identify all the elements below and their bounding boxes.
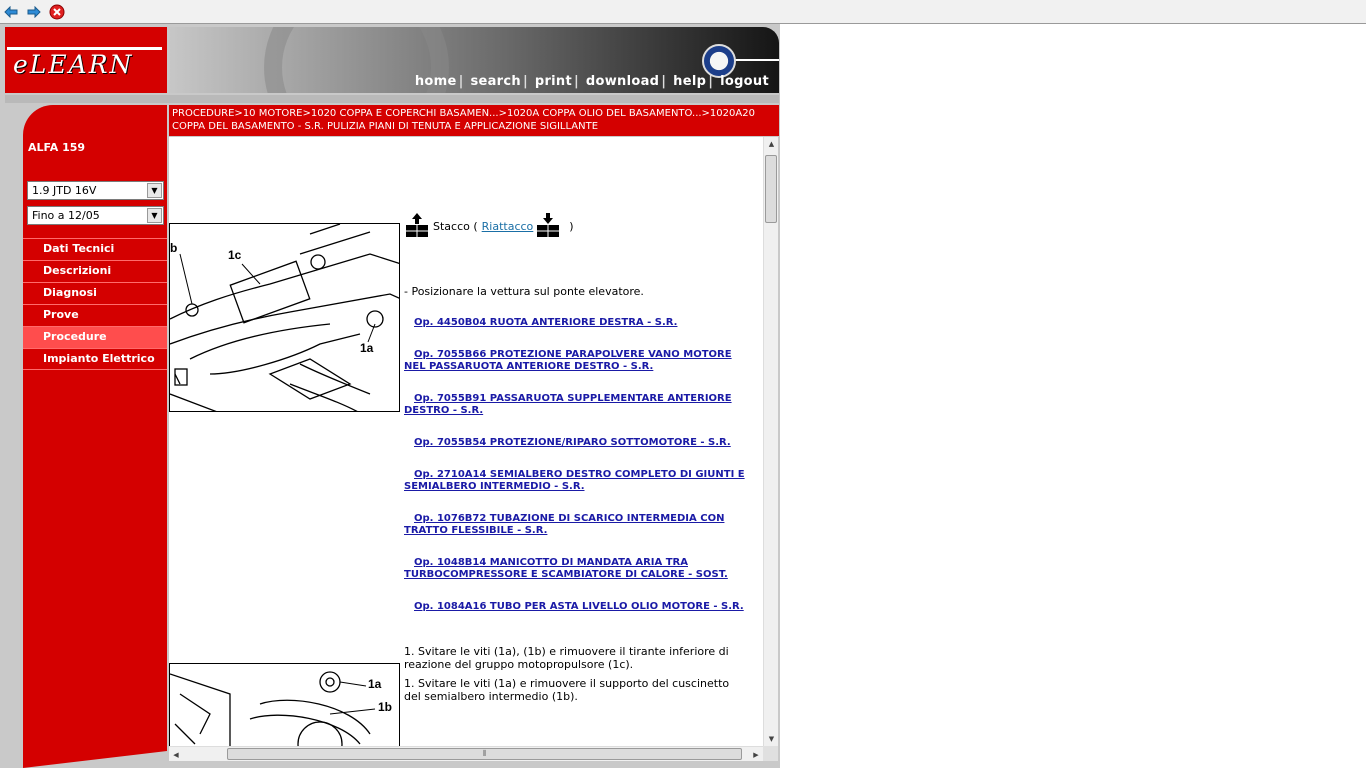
sidebar-item-dati-tecnici[interactable]: Dati Tecnici bbox=[23, 238, 167, 260]
top-nav bbox=[415, 74, 769, 89]
diagram2-label-1b: 1b bbox=[378, 700, 393, 714]
vertical-scrollbar[interactable] bbox=[763, 137, 778, 746]
horizontal-scroll-thumb[interactable]: ⦀ bbox=[227, 748, 742, 760]
scroll-down-icon[interactable]: ▼ bbox=[768, 735, 775, 743]
date-select[interactable] bbox=[27, 206, 164, 225]
engine-select[interactable] bbox=[27, 181, 164, 200]
left-margin-strip bbox=[5, 105, 21, 768]
nav-download[interactable]: download bbox=[585, 74, 660, 89]
sidebar-item-procedure[interactable]: Procedure bbox=[23, 326, 167, 348]
sidebar-menu bbox=[23, 238, 167, 370]
nav-print[interactable]: print bbox=[534, 74, 572, 89]
nav-logout[interactable]: logout bbox=[720, 74, 769, 89]
stop-icon[interactable] bbox=[49, 4, 65, 20]
browser-toolbar bbox=[0, 0, 1366, 24]
sidebar-item-descrizioni[interactable]: Descrizioni bbox=[23, 260, 167, 282]
breadcrumb: PROCEDURE>10 MOTORE>1020 COPPA E COPERCHI BASAMEN...>1020A COPPA OLIO DEL BASAMENTO...>1020A20 COPPA DEL BASAMENTO - S.R. PULIZIA PIANI DI TENUTA E APPLICAZIONE SIGILLANTE bbox=[169, 105, 779, 136]
stacco-label: Stacco ( bbox=[433, 219, 478, 233]
nav-sep: | bbox=[458, 74, 464, 89]
sidebar-top-curve bbox=[23, 105, 167, 136]
elearn-logo[interactable] bbox=[5, 27, 167, 93]
nav-sep: | bbox=[522, 74, 529, 89]
forward-arrow-icon[interactable] bbox=[26, 4, 42, 20]
sidebar-bottom-wedge bbox=[23, 748, 167, 768]
riattacco-link[interactable]: Riattacco bbox=[481, 219, 534, 233]
procedure-content bbox=[169, 137, 763, 746]
nav-sep: | bbox=[708, 74, 714, 89]
diagram1-label-1c: 1c bbox=[228, 248, 242, 262]
scroll-corner bbox=[763, 746, 778, 761]
back-arrow-icon[interactable] bbox=[3, 4, 19, 20]
horizontal-scrollbar[interactable] bbox=[169, 746, 763, 761]
header-banner bbox=[169, 27, 779, 93]
procedure-diagram-1 bbox=[169, 223, 400, 412]
op-link-1076b72[interactable]: Op. 1076B72 TUBAZIONE DI SCARICO INTERMEDIA CON TRATTO FLESSIBILE - S.R. bbox=[404, 513, 725, 536]
logo-text: eLEARN bbox=[13, 50, 134, 79]
op-link-1084a16[interactable]: Op. 1084A16 TUBO PER ASTA LIVELLO OLIO MOTORE - S.R. bbox=[414, 601, 744, 612]
nav-help[interactable]: help bbox=[673, 74, 707, 89]
op-link-2710a14[interactable]: Op. 2710A14 SEMIALBERO DESTRO COMPLETO DI GIUNTI E SEMIALBERO INTERMEDIO - S.R. bbox=[404, 469, 745, 492]
sidebar-item-impianto-elettrico[interactable]: Impianto Elettrico bbox=[23, 348, 167, 370]
scroll-left-icon[interactable]: ◀ bbox=[173, 750, 179, 759]
procedure-diagram-2 bbox=[169, 663, 400, 746]
date-select-value: Fino a 12/05 bbox=[32, 209, 100, 222]
diagram2-label-1a: 1a bbox=[368, 677, 382, 691]
stacco-row bbox=[404, 213, 574, 239]
riattacco-icon bbox=[535, 213, 561, 239]
sidebar bbox=[23, 105, 167, 768]
scroll-right-icon[interactable]: ▶ bbox=[753, 750, 759, 759]
stacco-icon bbox=[404, 213, 430, 239]
diagram1-label-1a: 1a bbox=[360, 341, 374, 355]
scroll-up-icon[interactable]: ▲ bbox=[768, 140, 775, 148]
op-link-7055b54[interactable]: Op. 7055B54 PROTEZIONE/RIPARO SOTTOMOTORE - S.R. bbox=[414, 437, 731, 448]
header-divider bbox=[5, 95, 779, 103]
car-model-title: ALFA 159 bbox=[28, 141, 86, 154]
nav-search[interactable]: search bbox=[470, 74, 521, 89]
nav-sep: | bbox=[574, 74, 580, 89]
diagram1-label-b: b bbox=[170, 241, 178, 255]
chevron-down-icon[interactable]: ▼ bbox=[147, 183, 162, 198]
intro-text: - Posizionare la vettura sul ponte elevatore. bbox=[404, 285, 644, 298]
stacco-close: ) bbox=[569, 219, 574, 233]
nav-sep: | bbox=[661, 74, 667, 89]
op-link-4450b04[interactable]: Op. 4450B04 RUOTA ANTERIORE DESTRA - S.R. bbox=[414, 317, 678, 328]
step-text-1: 1. Svitare le viti (1a), (1b) e rimuovere il tirante inferiore di reazione del gruppo motopropulsore (1c). bbox=[404, 645, 729, 671]
op-link-1048b14[interactable]: Op. 1048B14 MANICOTTO DI MANDATA ARIA TRA TURBOCOMPRESSORE E SCAMBIATORE DI CALORE - SOST. bbox=[404, 557, 728, 580]
chevron-down-icon[interactable]: ▼ bbox=[147, 208, 162, 223]
step-text-2: 1. Svitare le viti (1a) e rimuovere il supporto del cuscinetto del semialbero intermedio (1b). bbox=[404, 677, 730, 703]
app-frame bbox=[0, 24, 780, 768]
alfa-romeo-badge-icon bbox=[702, 44, 736, 78]
bottom-divider bbox=[169, 761, 779, 768]
nav-home[interactable]: home bbox=[414, 74, 457, 89]
op-link-7055b66[interactable]: Op. 7055B66 PROTEZIONE PARAPOLVERE VANO MOTORE NEL PASSARUOTA ANTERIORE DESTRO - S.R. bbox=[404, 349, 732, 372]
engine-select-value: 1.9 JTD 16V bbox=[32, 184, 97, 197]
sidebar-item-diagnosi[interactable]: Diagnosi bbox=[23, 282, 167, 304]
op-link-7055b91[interactable]: Op. 7055B91 PASSARUOTA SUPPLEMENTARE ANTERIORE DESTRO - S.R. bbox=[404, 393, 732, 416]
sidebar-item-prove[interactable]: Prove bbox=[23, 304, 167, 326]
vertical-scroll-thumb[interactable] bbox=[765, 155, 777, 223]
